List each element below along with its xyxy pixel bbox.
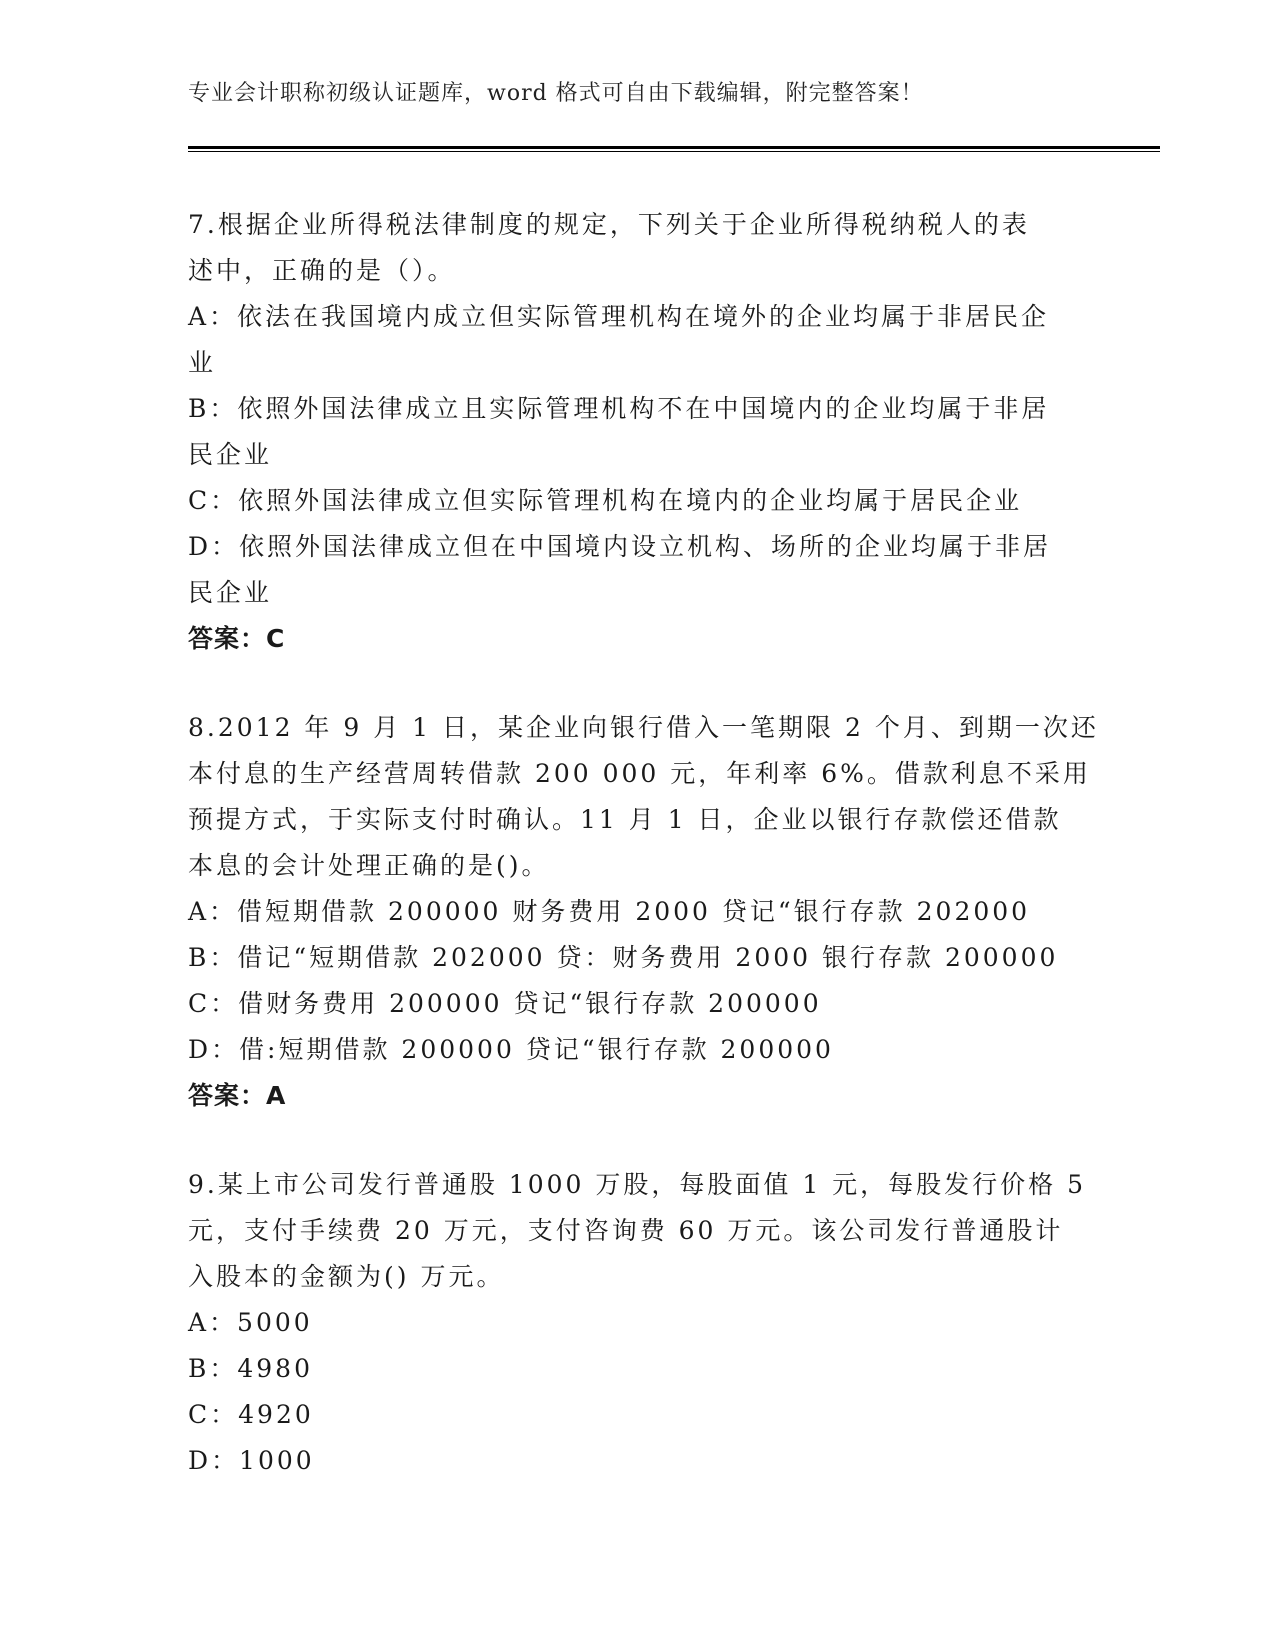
header-divider-thin [188, 151, 1160, 152]
option-a-line: A：借短期借款 200000 财务费用 2000 贷记“银行存款 202000 [188, 897, 1031, 926]
question-stem-line: 本息的会计处理正确的是()。 [188, 851, 550, 880]
question-list [188, 202, 1099, 1527]
option-d-line: D：借:短期借款 200000 贷记“银行存款 200000 [188, 1035, 834, 1064]
question-stem-line: 9.某上市公司发行普通股 1000 万股，每股面值 1 元，每股发行价格 5 [188, 1170, 1087, 1199]
option-a-line: A：依法在我国境内成立但实际管理机构在境外的企业均属于非居民企 [188, 302, 1050, 331]
option-d-line: D：1000 [188, 1446, 315, 1475]
question-7 [188, 202, 1088, 662]
question-stem-line: 述中，正确的是（）。 [188, 256, 456, 285]
option-d-line: 民企业 [188, 578, 273, 607]
option-b-line: B：依照外国法律成立且实际管理机构不在中国境内的企业均属于非居 [188, 394, 1050, 423]
question-stem-line: 预提方式，于实际支付时确认。11 月 1 日，企业以银行存款偿还借款 [188, 805, 1062, 834]
question-stem-line: 7.根据企业所得税法律制度的规定，下列关于企业所得税纳税人的表 [188, 210, 1030, 239]
question-stem-line: 元，支付手续费 20 万元，支付咨询费 60 万元。该公司发行普通股计 [188, 1216, 1064, 1245]
option-b-line: 民企业 [188, 440, 273, 469]
option-d-line: D：依照外国法律成立但在中国境内设立机构、场所的企业均属于非居 [188, 532, 1052, 561]
answer-label: 答案：A [188, 1081, 287, 1110]
option-a-line: A：5000 [188, 1308, 313, 1337]
option-b-line: B：4980 [188, 1354, 313, 1383]
question-stem-line: 本付息的生产经营周转借款 200 000 元，年利率 6%。借款利息不采用 [188, 759, 1091, 788]
option-a-line: 业 [188, 348, 217, 377]
answer-label: 答案：C [188, 624, 286, 653]
question-stem-line: 入股本的金额为() 万元。 [188, 1262, 505, 1291]
option-b-line: B：借记“短期借款 202000 贷：财务费用 2000 银行存款 200000 [188, 943, 1059, 972]
option-c-line: C：借财务费用 200000 贷记“银行存款 200000 [188, 989, 822, 1018]
option-c-line: C：4920 [188, 1400, 314, 1429]
page-header: 专业会计职称初级认证题库，word 格式可自由下载编辑，附完整答案！ [188, 81, 924, 106]
header-divider-thick [188, 146, 1160, 149]
question-stem-line: 8.2012 年 9 月 1 日，某企业向银行借入一笔期限 2 个月、到期一次还 [188, 713, 1099, 742]
option-c-line: C：依照外国法律成立但实际管理机构在境内的企业均属于居民企业 [188, 486, 1023, 515]
question-9 [188, 1162, 1088, 1484]
question-8 [188, 705, 1099, 1119]
